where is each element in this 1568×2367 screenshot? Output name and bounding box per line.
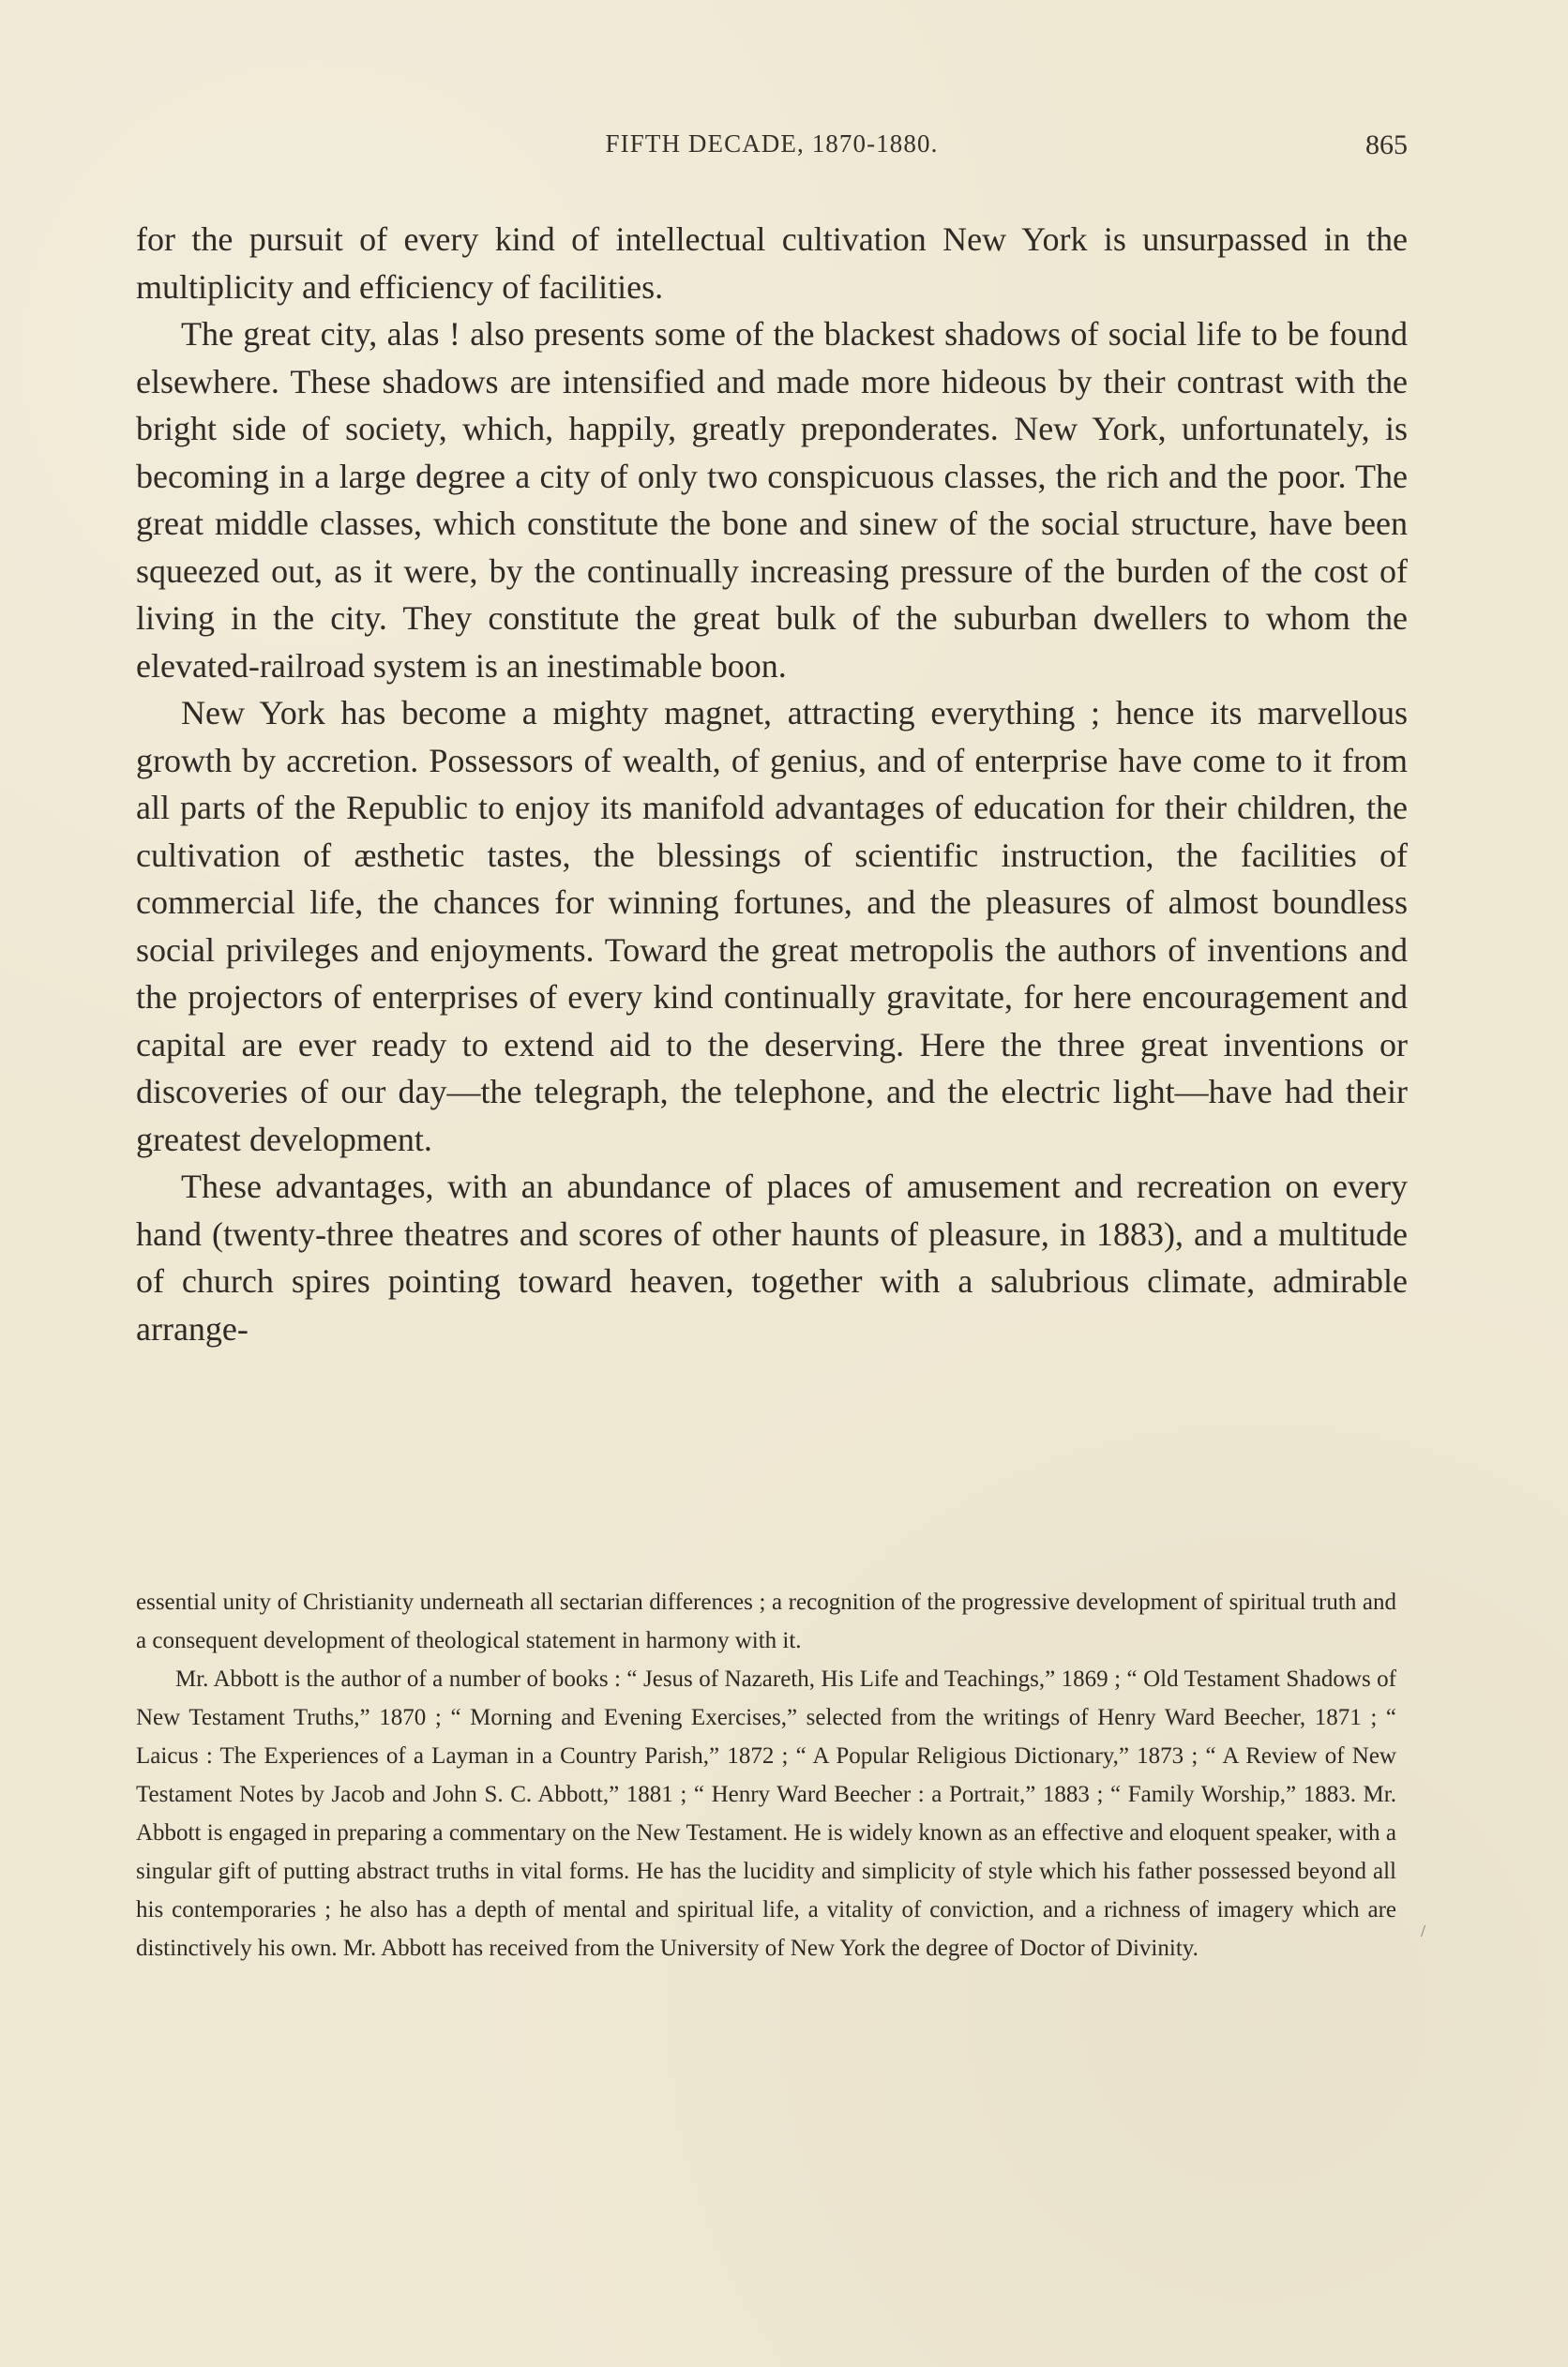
paragraph-1: for the pursuit of every kind of intellectual cultivation New York is unsurpassed in the multiplicity and efficiency of facilities.: [136, 220, 1408, 306]
paragraph-3: New York has become a mighty magnet, attracting everything ; hence its marvellous growth by accretion. Possessors of wealth, of genius, and of enterprise have come to it from all parts of the Republic to enjoy its manifold advantages of education for their children, the cultivation of æsthetic tastes, the blessings of scientific instruction, the facilities of commercial life, the chances for winning fortunes, and the pleasures of almost boundless social privileges and enjoyments. Toward the great metropolis the authors of inventions and the projectors of enterprises of every kind continually gravitate, for here encouragement and capital are ever ready to extend aid to the deserving. Here the three great inventions or discoveries of our day—the telegraph, the telephone, and the electric light—have had their greatest development.: [136, 694, 1408, 1158]
footnotes: [136, 1583, 1396, 1967]
footnote-1: essential unity of Christianity underneath all sectarian differences ; a recognition of the progressive development of spiritual truth and a consequent development of theological statement in harmony with it.: [136, 1590, 1396, 1653]
paragraph-2: The great city, alas ! also presents some of the blackest shadows of social life to be found elsewhere. These shadows are intensified and made more hideous by their contrast with the bright side of society, which, happily, greatly preponderates. New York, unfortunately, is becoming in a large degree a city of only two conspicuous classes, the rich and the poor. The great middle classes, which constitute the bone and sinew of the social structure, have been squeezed out, as it were, by the continually increasing pressure of the burden of the cost of living in the city. They constitute the great bulk of the suburban dwellers to whom the elevated-railroad system is an inestimable boon.: [136, 315, 1408, 685]
paragraph-4: These advantages, with an abundance of places of amusement and recreation on every hand (twenty-three theatres and scores of other haunts of pleasure, in 1883), and a multitude of church spires pointing toward heaven, together with a salubrious climate, admirable arrange-: [136, 1168, 1408, 1348]
footnote-2: Mr. Abbott is the author of a number of books : “ Jesus of Nazareth, His Life and Teachings,” 1869 ; “ Old Testament Shadows of New Testament Truths,” 1870 ; “ Morning and Evening Exercises,” selected from the writings of Henry Ward Beecher, 1871 ; “ Laicus : The Experiences of a Layman in a Country Parish,” 1872 ; “ A Popular Religious Dictionary,” 1873 ; “ A Review of New Testament Notes by Jacob and John S. C. Abbott,” 1881 ; “ Henry Ward Beecher : a Portrait,” 1883 ; “ Family Worship,” 1883. Mr. Abbott is engaged in preparing a commentary on the New Testament. He is widely known as an effective and eloquent speaker, with a singular gift of putting abstract truths in vital forms. He has the lucidity and simplicity of style which his father possessed beyond all his contemporaries ; he also has a depth of mental and spiritual life, a vitality of conviction, and a richness of imagery which are distinctively his own. Mr. Abbott has received from the University of New York the degree of Doctor of Divinity.: [136, 1666, 1396, 1961]
page-header: [136, 129, 1408, 171]
running-head: FIFTH DECADE, 1870-1880.: [605, 129, 939, 158]
main-text: [136, 216, 1408, 1352]
page-number: 865: [1365, 129, 1408, 160]
margin-mark: /: [1421, 1922, 1426, 1940]
